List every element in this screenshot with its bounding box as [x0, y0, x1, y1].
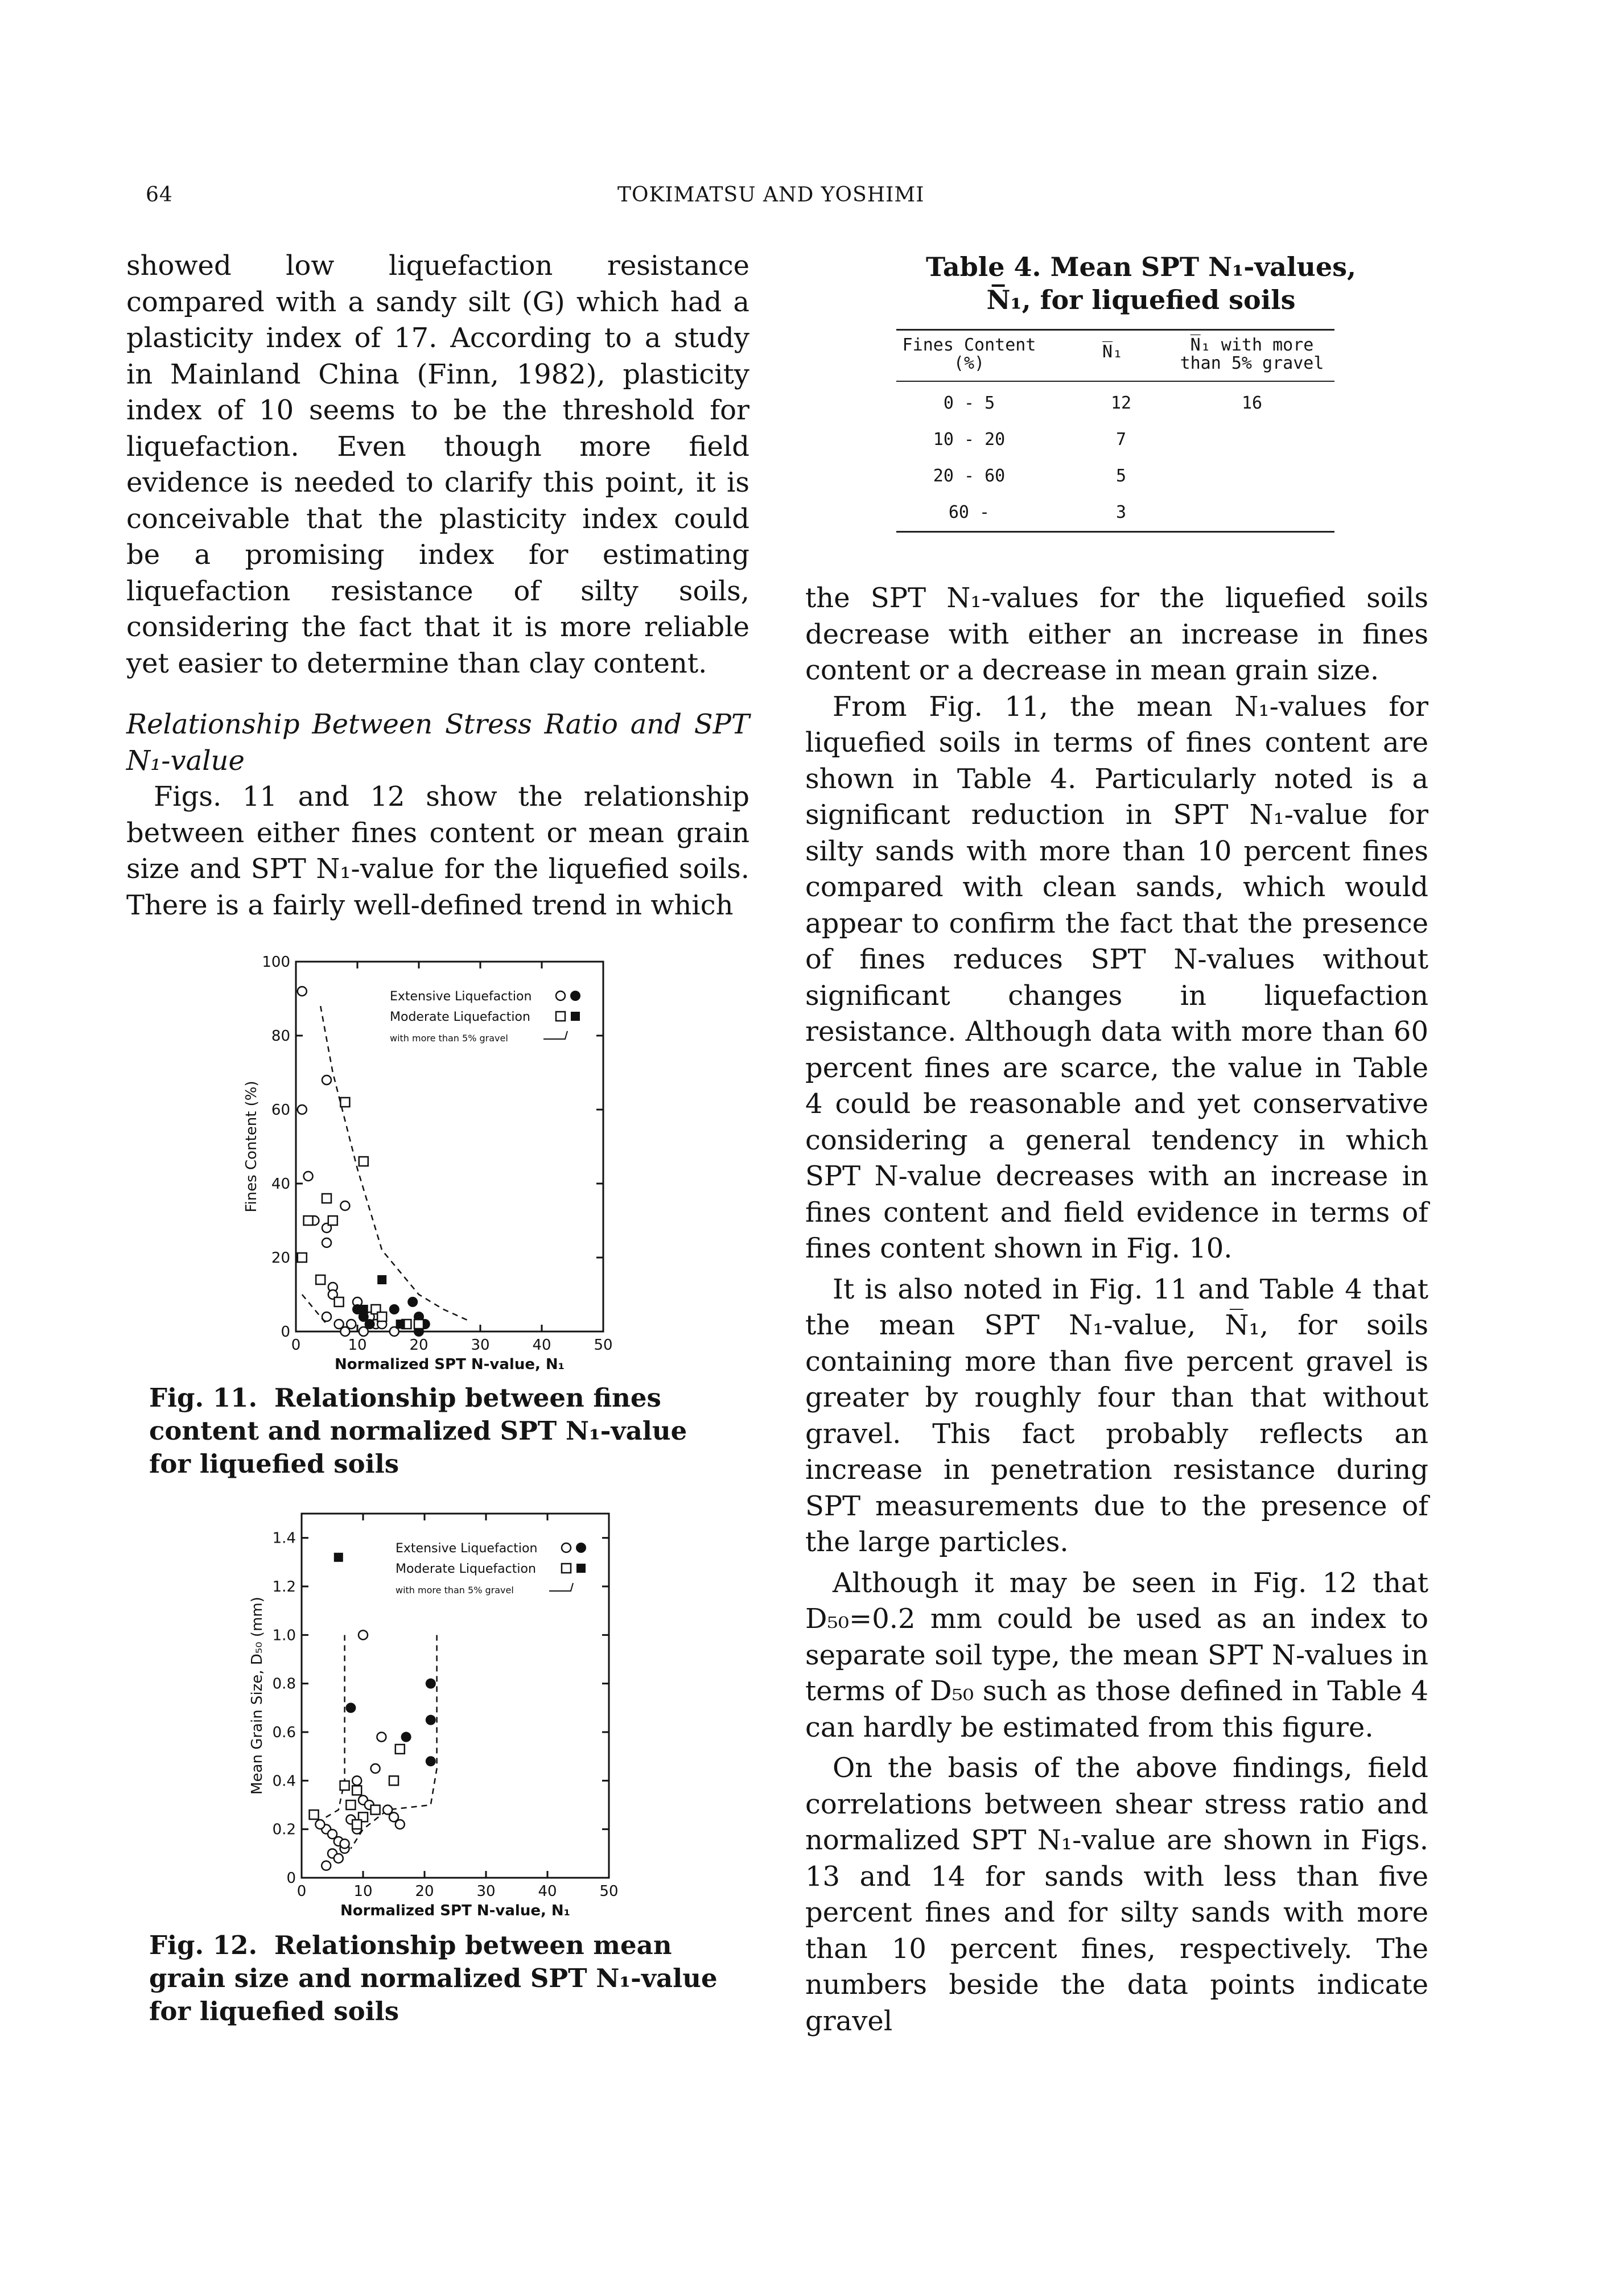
left-paragraph-1: showed low liquefaction resistance compared with a sandy silt (G) which had a plasticity index of 17. According to a study in Mainland China (Finn, 1982), plasticity index of 10 seems to be the threshold for liquefaction. Even though more field evidence is needed to clarify this point, it is conceivable that the plasticity index could be a promising index for estimating liquefaction resistance of silty soils, considering the fact that it is more reliable yet easier to determine than clay content.: [126, 250, 749, 679]
fig12-chart: [216, 1502, 683, 1935]
fig12-point-s0: [396, 1820, 405, 1829]
fig12-point-s1: [345, 1703, 356, 1713]
table4-header-n1: N̅₁: [1102, 342, 1123, 362]
table4-cell-r3-c0: 60 -: [948, 502, 990, 522]
fig12-xtick-label: 40: [538, 1883, 557, 1900]
table4-header-fines: [901, 336, 1037, 373]
right-paragraph-3: It is also noted in Fig. 11 and Table 4 that the mean SPT N₁-value, N̅₁, for soils containing more than five percent gravel is greater by roughly four than that without gravel. This fact probably reflects an increase in penetration resistance during SPT measurements due to the presence of the large particles.: [805, 1273, 1428, 1558]
fig12-point-s1: [426, 1715, 436, 1725]
fig12-ytick-label: 0.4: [272, 1773, 296, 1790]
fig12-ytick-label: 1.2: [272, 1578, 296, 1596]
fig12-legend-marker: [576, 1564, 586, 1573]
fig12-point-s1: [426, 1756, 436, 1766]
fig12-xtick-label: 50: [599, 1883, 619, 1900]
fig11-point-s0: [298, 1105, 307, 1114]
fig11-caption-text: Relationship between fines content and normalized SPT N₁-value for liquefied soils: [149, 1383, 687, 1479]
fig12-ytick-label: 0.6: [272, 1724, 296, 1741]
fig11-point-s0: [322, 1312, 331, 1321]
fig12-point-s0: [377, 1733, 386, 1742]
fig12-legend-marker: [562, 1564, 571, 1573]
fig11-point-s0: [340, 1327, 349, 1336]
fig12-legend-gravel-line: [549, 1583, 573, 1591]
fig11-point-s1: [365, 1319, 375, 1329]
table4-cell-r2-c1: 5: [1115, 466, 1127, 486]
fig11-ytick-label: 0: [281, 1324, 290, 1341]
table4-cell-r0-c0: 0 - 5: [943, 393, 995, 413]
fig12-ytick-label: 0: [286, 1870, 296, 1887]
fig12-point-s2: [352, 1786, 361, 1795]
running-title: TOKIMATSU AND YOSHIMI: [617, 183, 925, 207]
table4-cell-r1-c0: 10 - 20: [933, 430, 1006, 450]
fig12-point-s2: [346, 1800, 355, 1809]
fig12-point-s2: [371, 1806, 380, 1815]
fig11-caption: [149, 1382, 724, 1481]
table4-title-line2: N̅₁, for liquefied soils: [986, 285, 1296, 315]
fig12-point-s1: [426, 1679, 436, 1689]
fig11-point-s2: [414, 1320, 423, 1329]
fig11-legend-gravel-line: [543, 1031, 567, 1039]
right-paragraph-1: the SPT N₁-values for the liquefied soils decrease with either an increase in fines content or a decrease in mean grain size.: [805, 582, 1428, 686]
fig11-legend-marker: [571, 1012, 580, 1021]
fig12-caption: [149, 1929, 724, 2028]
fig11-point-s2: [328, 1216, 337, 1225]
section-heading: Relationship Between Stress Ratio and SPT N₁-value: [126, 708, 749, 777]
fig12-legend-entry: Moderate Liquefaction: [396, 1562, 536, 1576]
table4-header-fines-line2: (%): [953, 353, 985, 373]
fig12-xtick-label: 30: [476, 1883, 496, 1900]
fig11-point-s2: [304, 1216, 313, 1225]
table4-body: [896, 382, 1334, 533]
table4-header-gravel: [1169, 336, 1334, 373]
right-paragraph-5: On the basis of the above findings, field correlations between shear stress ratio and normalized SPT N₁-value are shown in Figs. 13 and 14 for sands with less than five percent fines and for silty sands with more than 10 percent fines, respectively. The numbers beside the data points indicate gravel: [805, 1752, 1428, 2037]
fig12-ytick-label: 1.4: [272, 1530, 296, 1547]
table4-cell-r2-c0: 20 - 60: [933, 466, 1006, 486]
fig12-ytick-label: 1.0: [272, 1627, 296, 1644]
fig11-ytick-label: 80: [271, 1028, 290, 1045]
fig12-ylabel: Mean Grain Size, D₅₀ (mm): [249, 1597, 266, 1795]
fig12-ytick-label: 0.2: [272, 1821, 296, 1839]
table4-header-fines-line1: Fines Content: [902, 335, 1036, 355]
fig11-ytick-label: 40: [271, 1176, 290, 1193]
fig11-point-s3: [359, 1305, 368, 1314]
left-paragraph-2: Figs. 11 and 12 show the relationship between either fines content or mean grain size and SPT N₁-value for the liquefied soils. There is a fairly well-defined trend in which: [126, 781, 749, 921]
fig12-xtick-label: 0: [296, 1883, 307, 1900]
fig12-xtick-label: 10: [353, 1883, 373, 1900]
fig12-point-s2: [389, 1776, 398, 1785]
fig11-point-s0: [298, 987, 307, 996]
fig11-point-s2: [359, 1157, 368, 1166]
fig11-point-s2: [340, 1098, 349, 1107]
fig11-xtick-label: 30: [471, 1337, 490, 1354]
fig12-legend-marker: [562, 1543, 571, 1552]
fig12-point-s0: [359, 1630, 368, 1639]
left-column: [126, 248, 749, 924]
fig11-point-s0: [359, 1327, 368, 1336]
fig11-point-s1: [407, 1297, 418, 1307]
fig11-ytick-label: 60: [271, 1102, 290, 1119]
page-number: 64: [146, 183, 173, 207]
fig12-legend-entry: with more than 5% gravel: [396, 1585, 514, 1596]
fig11-xtick-label: 50: [594, 1337, 613, 1354]
fig11-point-s2: [298, 1253, 307, 1262]
fig12-ytick-label: 0.8: [272, 1675, 296, 1693]
fig11-point-s0: [304, 1172, 313, 1181]
fig11-caption-label: Fig. 11.: [149, 1383, 258, 1413]
fig11-point-s3: [396, 1320, 405, 1329]
fig12-boundary-left-line: [314, 1635, 345, 1824]
table4-cell-r0-c1: 12: [1110, 393, 1132, 413]
fig12-point-s0: [352, 1776, 361, 1785]
fig11-legend-marker: [570, 991, 580, 1001]
fig12-caption-text: Relationship between mean grain size and normalized SPT N₁-value for liquefied soils: [149, 1930, 718, 2026]
fig11-point-s1: [389, 1304, 399, 1314]
fig12-legend-entry: Extensive Liquefaction: [396, 1541, 538, 1556]
fig11-legend-entry: Extensive Liquefaction: [390, 990, 532, 1004]
fig12-point-s1: [401, 1732, 411, 1742]
fig12-point-s2: [310, 1810, 319, 1819]
fig11-point-s0: [322, 1238, 331, 1247]
fig11-xtick-label: 10: [348, 1337, 367, 1354]
fig11-xtick-label: 20: [409, 1337, 429, 1354]
fig11-point-s2: [335, 1297, 344, 1306]
fig11-legend-marker: [556, 1012, 565, 1021]
fig11-legend-entry: Moderate Liquefaction: [390, 1010, 530, 1024]
fig12-point-s0: [315, 1820, 324, 1829]
fig11-point-s0: [340, 1201, 349, 1210]
fig11-xlabel: Normalized SPT N-value, N₁: [334, 1356, 565, 1373]
fig11-point-s0: [322, 1075, 331, 1085]
fig12-point-s2: [340, 1781, 349, 1790]
fig12-point-s2: [352, 1820, 361, 1829]
table4-header-gravel-line1: N̅₁ with more: [1190, 335, 1314, 355]
fig11-point-s3: [377, 1275, 386, 1284]
fig11-chart: [216, 947, 683, 1386]
table4: [896, 329, 1334, 533]
fig12-caption-label: Fig. 12.: [149, 1930, 258, 1960]
table4-header-gravel-line2: than 5% gravel: [1180, 353, 1324, 373]
right-column: [805, 580, 1428, 2039]
fig12-legend-marker: [576, 1543, 586, 1553]
fig12-point-s0: [371, 1764, 380, 1773]
fig12-point-s3: [334, 1553, 343, 1562]
fig11-legend-marker: [556, 991, 565, 1000]
table4-cell-r0-c2: 16: [1241, 393, 1263, 413]
fig11-ytick-label: 100: [262, 954, 290, 971]
table4-cell-r3-c1: 3: [1115, 502, 1127, 522]
fig12-xlabel: Normalized SPT N-value, N₁: [340, 1902, 571, 1919]
fig11-ytick-label: 20: [271, 1250, 290, 1267]
fig11-xtick-label: 40: [532, 1337, 551, 1354]
table4-cell-r1-c1: 7: [1115, 430, 1127, 450]
fig12-point-s0: [334, 1854, 343, 1863]
fig11-ylabel: Fines Content (%): [243, 1081, 260, 1213]
fig11-boundary-line: [320, 1006, 468, 1321]
fig11-xtick-label: 0: [291, 1337, 301, 1354]
table4-title-line1: Table 4. Mean SPT N₁-values,: [925, 252, 1356, 282]
fig12-point-s0: [340, 1839, 349, 1848]
fig11-point-s2: [322, 1194, 331, 1203]
fig12-point-s0: [322, 1861, 331, 1870]
right-paragraph-2: From Fig. 11, the mean N₁-values for liquefied soils in terms of fines content are shown in Table 4. Particularly noted is a significant reduction in SPT N₁-value for silty sands with more than 10 percent fines compared with clean sands, which would appear to confirm the fact that the presence of fines reduces SPT N-values without significant changes in liquefaction resistance. Although data with more than 60 percent fines are scarce, the value in Table 4 could be reasonable and yet conservative considering a general tendency in which SPT N-value decreases with an increase in fines content and field evidence in terms of fines content shown in Fig. 10.: [805, 690, 1428, 1264]
right-paragraph-4: Although it may be seen in Fig. 12 that D₅₀=0.2 mm could be used as an index to separate soil type, the mean SPT N-values in terms of D₅₀ such as those defined in Table 4 can hardly be estimated from this figure.: [805, 1567, 1428, 1743]
table4-title: [896, 250, 1386, 316]
fig12-xtick-label: 20: [415, 1883, 434, 1900]
fig11-legend-entry: with more than 5% gravel: [390, 1033, 508, 1044]
fig12-point-s2: [396, 1745, 405, 1754]
fig11-point-s2: [377, 1312, 386, 1321]
fig11-point-s2: [316, 1275, 325, 1284]
